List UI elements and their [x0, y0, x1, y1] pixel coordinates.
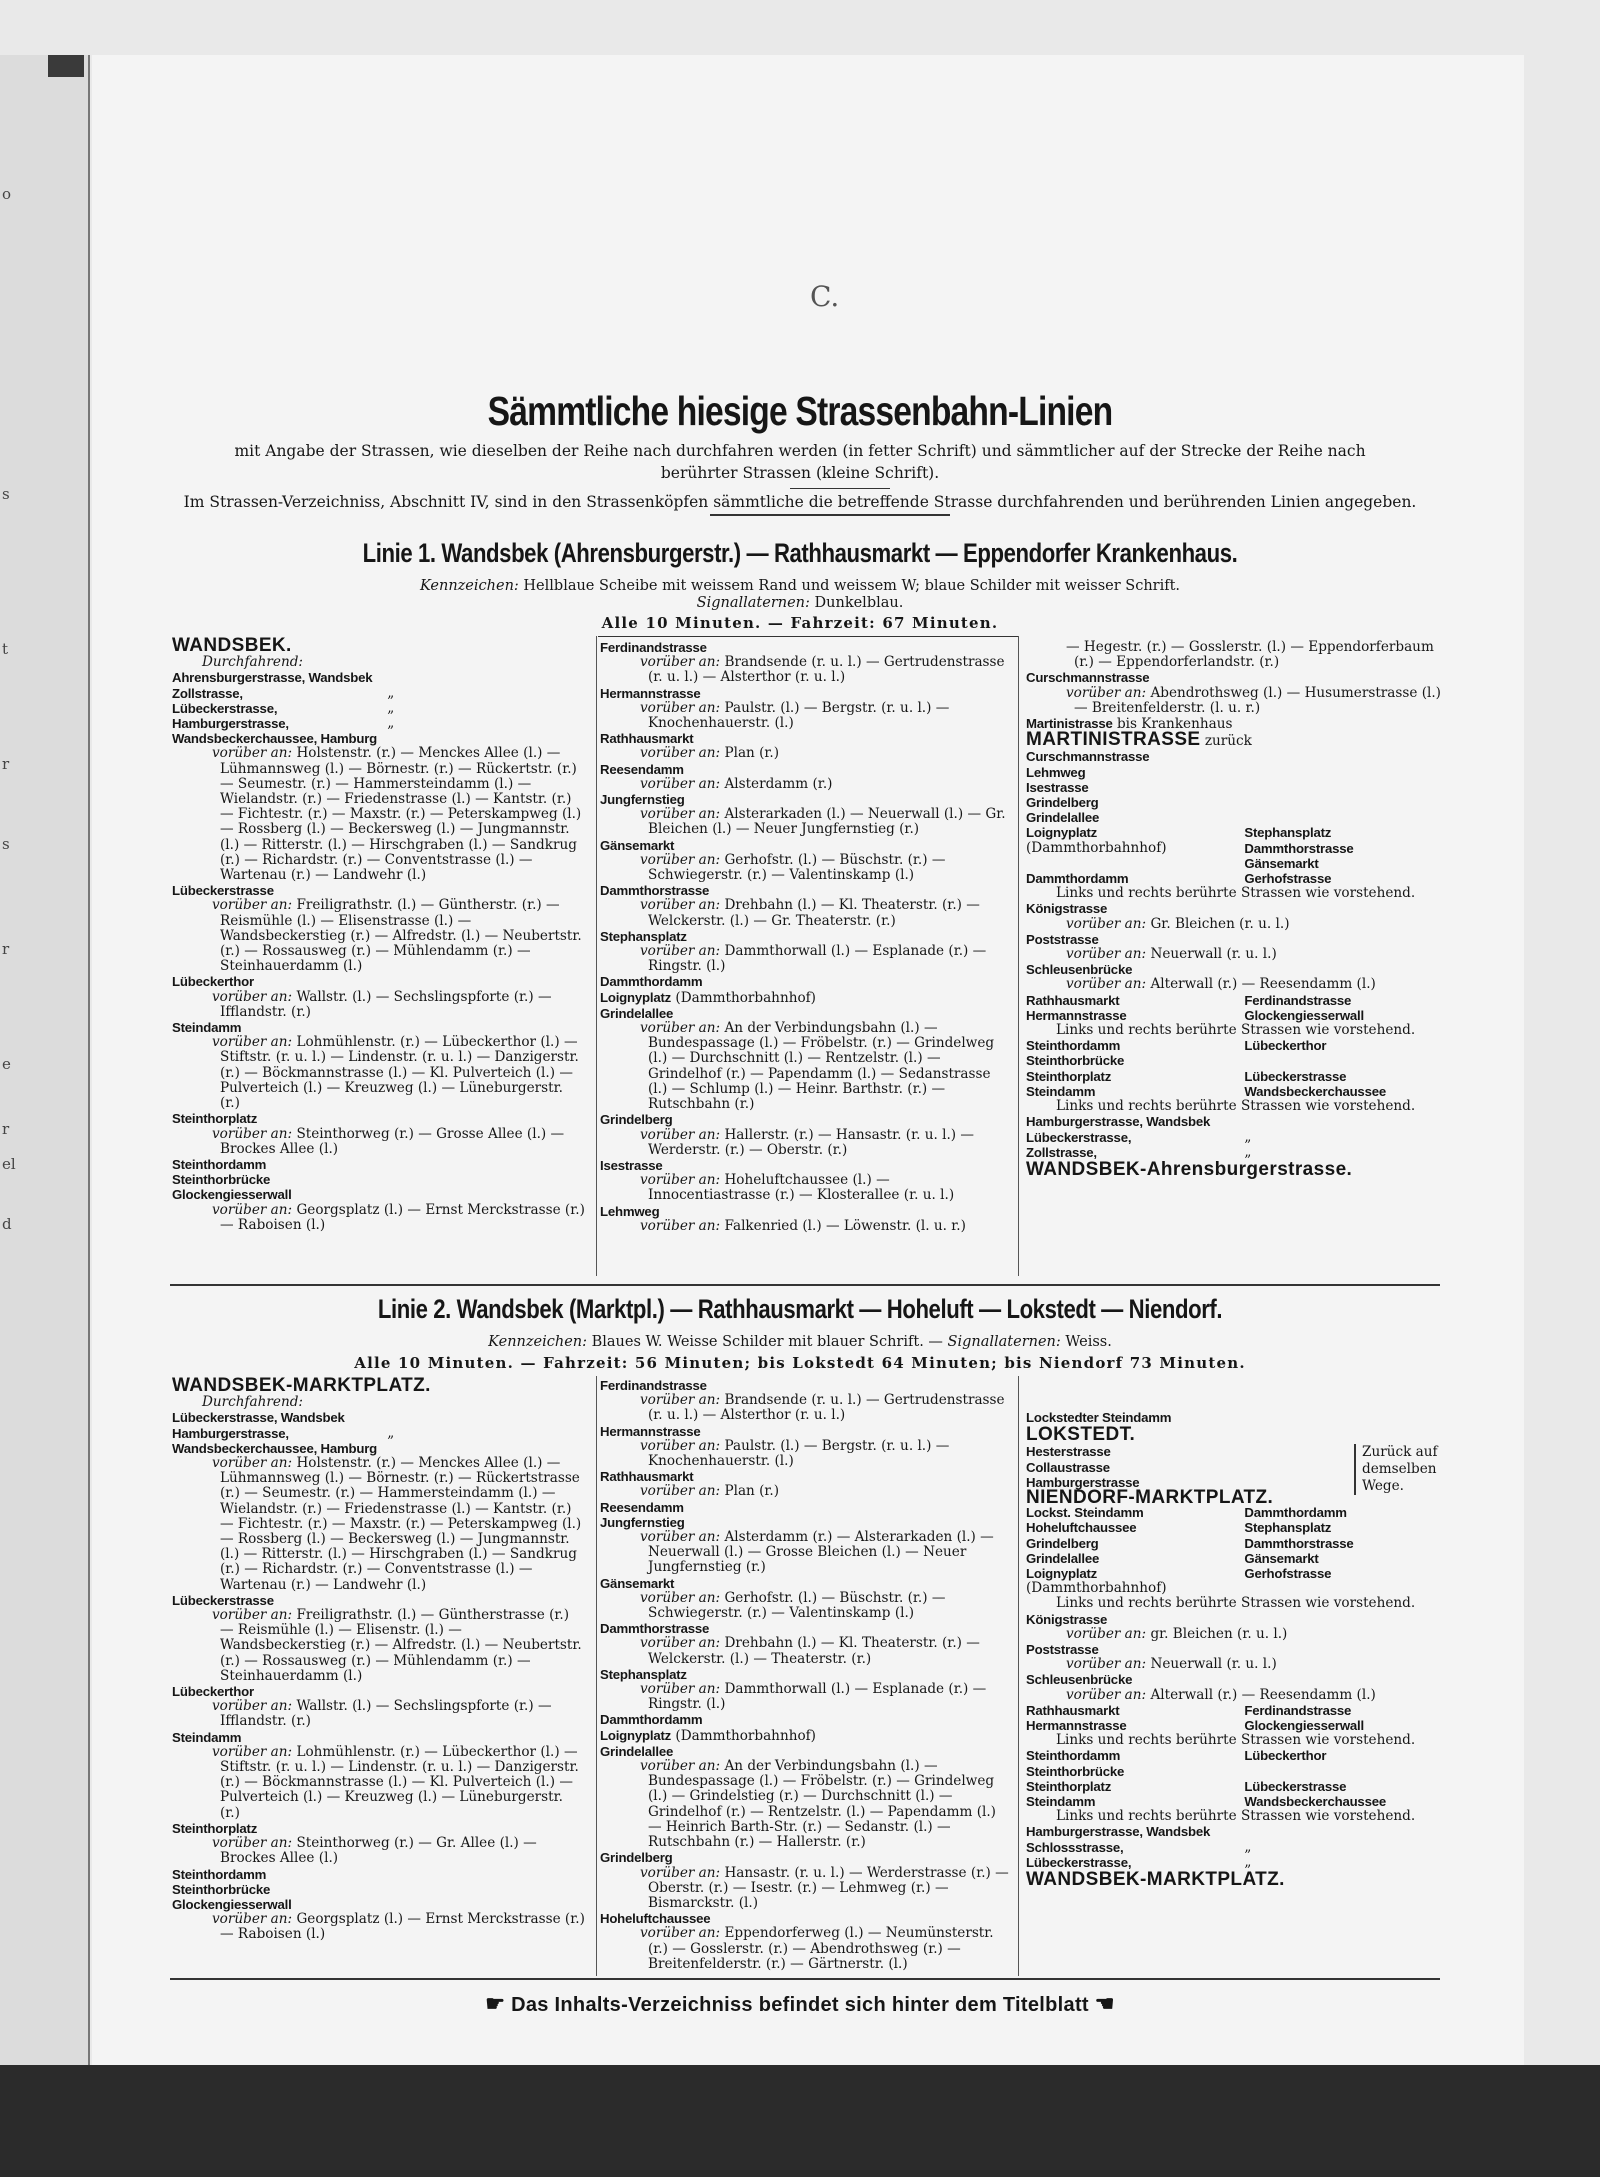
passed-streets: vorüber an: Alterwall (r.) — Reesendamm (l.): [1066, 976, 1376, 993]
street: Grindelberg: [1026, 1535, 1099, 1551]
kennzeichen-label: Kennzeichen:: [419, 578, 519, 594]
street: Loignyplatz: [600, 1727, 672, 1743]
street: Loignyplatz: [1026, 1566, 1098, 1582]
street: Hamburgerstrasse, Wandsbek: [1026, 1824, 1211, 1840]
street: Hermannstrasse: [1026, 1718, 1127, 1734]
street: Grindelberg: [600, 1850, 673, 1866]
intro-line-3: Im Strassen-Verzeichniss, Abschnitt IV, sind in den Strassenköpfen sämmtliche die betreffende Strasse durchfahrenden und berührenden Linien angegeben.: [183, 493, 1417, 511]
street: Lübeckerstrasse: [172, 883, 274, 899]
column-divider: [596, 636, 597, 1276]
street: Rathhausmarkt: [1026, 1702, 1120, 1718]
passed-streets: vorüber an: Neuerwall (r. u. l.): [1066, 1656, 1277, 1673]
back-label: zurück: [1204, 733, 1252, 750]
street: Stephansplatz: [600, 928, 687, 944]
passed-streets: vorüber an: Alterwall (r.) — Reesendamm (l.): [1066, 1686, 1376, 1703]
page-title: Sämmtliche hiesige Strassenbahn-Linien: [487, 388, 1113, 434]
street: Grindelberg: [600, 1112, 673, 1128]
stop-start: WANDSBEK-MARKTPLATZ.: [172, 1375, 431, 1396]
linie-1-column-3: [1026, 640, 1446, 1179]
street: Grindelallee: [600, 1005, 674, 1021]
ditto: „: [1244, 1143, 1252, 1160]
linie-1-frequency: Alle 10 Minuten. — Fahrzeit: 67 Minuten.: [601, 614, 999, 632]
passed-streets: vorüber an: Hoheluftchaussee (l.) — Innocentiastrasse (r.) — Klosterallee (r. u. l.): [640, 1172, 955, 1204]
street: Schleusenbrücke: [1026, 1672, 1133, 1688]
street: Collaustrasse: [1026, 1459, 1110, 1475]
street: Lübeckerstrasse, Wandsbek: [172, 1410, 345, 1426]
binding-tab: [48, 55, 84, 77]
section-rule: [170, 1284, 1440, 1286]
street: Steindamm: [172, 1020, 242, 1036]
note: bis Krankenhaus: [1116, 716, 1233, 733]
street: Dammthordamm: [600, 1712, 703, 1728]
street: Hermannstrasse: [600, 1423, 701, 1439]
street: Lübeckerthor: [172, 1684, 254, 1700]
margin-mark: el: [2, 1155, 16, 1173]
street: Steinthordamm: [1026, 1748, 1121, 1764]
street: Lübeckerstrasse: [1244, 1068, 1347, 1084]
note: (Dammthorbahnhof): [675, 989, 816, 1006]
street: Gänsemarkt: [1244, 1550, 1319, 1566]
street: Hermannstrasse: [1026, 1007, 1127, 1023]
street: Grindelallee: [1026, 810, 1100, 826]
street: Lübeckerthor: [1244, 1038, 1327, 1054]
street: Gerhofstrasse: [1244, 1566, 1332, 1582]
note: Links und rechts berührte Strassen wie vorstehend.: [1056, 1808, 1416, 1825]
passed-streets: vorüber an: Steinthorweg (r.) — Gr. Allee (l.) — Brockes Allee (l.): [212, 1835, 537, 1867]
street: Rathhausmarkt: [600, 1469, 694, 1485]
passed-streets: vorüber an: Paulstr. (l.) — Bergstr. (r. u. l.) — Knochenhauerstr. (l.): [640, 1437, 950, 1470]
passed-streets: vorüber an: Holstenstr. (r.) — Menckes Allee (l.) — Lühmannsweg (l.) — Börnestr. (r.) — Rückertstrasse (r.) — Seumestr. (r.) — Hammersteindamm (l.) — Wielandstr. (r.) — Friedenstrasse (l.) — Kantstr. (r.) — Fichtestr. (r.) — Maxstr. (r.) — Peterskampweg (l.) — Rossberg (l.) — Beckersweg (l.) — Jungmannstr. (l.) — Ritterstr. (l.) — Hirschgraben (l.) — Sandkrug (r.) — Richardstr. (r.) — Conventstrasse (l.) — Wartenau (r.) — Landwehr (l.): [212, 1455, 582, 1593]
note: Links und rechts berührte Strassen wie vorstehend.: [1056, 1595, 1416, 1612]
street: Dammthorstrasse: [1244, 1535, 1354, 1551]
street: Stephansplatz: [1244, 1520, 1332, 1536]
passed-streets: vorüber an: Neuerwall (r. u. l.): [1066, 946, 1277, 963]
linie-1-column-1: [172, 636, 586, 1233]
street: Dammthorstrasse: [1244, 840, 1354, 856]
signal-text: Weiss.: [1065, 1334, 1112, 1350]
passed-streets: vorüber an: Alsterarkaden (l.) — Neuerwall (l.) — Gr. Bleichen (l.) — Neuer Jungfernstieg (r.): [640, 806, 1006, 838]
terminus: WANDSBEK-MARKTPLATZ.: [1026, 1869, 1285, 1891]
column-divider: [1018, 1376, 1019, 1976]
street: Steinthordamm: [172, 1866, 267, 1882]
street: Hesterstrasse: [1026, 1444, 1111, 1460]
note: Links und rechts berührte Strassen wie vorstehend.: [1056, 1732, 1416, 1749]
passed-streets: — Hegestr. (r.) — Gosslerstr. (l.) — Eppendorferbaum (r.) — Eppendorferlandstr. (r.): [1066, 639, 1434, 671]
ditto: „: [1244, 1838, 1252, 1855]
linie-1-column-2: [600, 640, 1012, 1234]
passed-streets: vorüber an: Hansastr. (r. u. l.) — Werderstrasse (r.) — Oberstr. (r.) — Isestr. (r.) — Lehmweg (r.) — Bismarckstr. (l.): [640, 1864, 1009, 1911]
street: Lübeckerstrasse: [172, 1592, 274, 1608]
street: Steindamm: [1026, 1794, 1096, 1810]
passed-streets: vorüber an: Lohmühlenstr. (r.) — Lübeckerthor (l.) — Stiftstr. (r. u. l.) — Lindenstr. (r. u. l.) — Danzigerstr. (r.) — Böckmannstrasse (l.) — Kl. Pulverteich (l.) — Pulverteich (l.) — Kreuzweg (l.) — Lüneburgerstr. (r.): [212, 1743, 579, 1821]
back-label: Zurück auf demselben Wege.: [1354, 1444, 1442, 1495]
terminus: MARTINISTRASSE: [1026, 729, 1201, 751]
street: Isestrasse: [600, 1157, 663, 1173]
street: Dammthorstrasse: [600, 1621, 710, 1637]
street: Dammthordamm: [600, 974, 703, 990]
linie-1-heading: Linie 1. Wandsbek (Ahrensburgerstr.) — Rathhausmarkt — Eppendorfer Krankenhaus.: [362, 538, 1238, 568]
street: Glockengiesserwall: [1244, 1007, 1364, 1023]
street: Wandsbeckerchaussee, Hamburg: [172, 731, 377, 747]
note: Links und rechts berührte Strassen wie vorstehend.: [1056, 1098, 1416, 1115]
intro-line-2: berührter Strassen (kleine Schrift).: [660, 464, 940, 482]
street: Hamburgerstrasse,: [172, 1425, 289, 1441]
street: Lübeckerstrasse,: [1026, 1854, 1132, 1870]
footer-text: Das Inhalts-Verzeichniss befindet sich hinter dem Titelblatt: [511, 1994, 1089, 2016]
street: Jungfernstieg: [600, 1514, 685, 1530]
passed-streets: vorüber an: Dammthorwall (l.) — Esplanade (r.) — Ringstr. (l.): [640, 1681, 987, 1713]
note: (Dammthorbahnhof): [1026, 1580, 1167, 1597]
street: Steindamm: [1026, 1083, 1096, 1099]
passed-streets: vorüber an: Drehbahn (l.) — Kl. Theaterstr. (r.) — Welckerstr. (l.) — Gr. Theaterstr. (r.): [640, 897, 980, 929]
stop-lokstedt: LOKSTEDT.: [1026, 1424, 1136, 1446]
passed-streets: vorüber an: Alsterdamm (r.) — Alsterarkaden (l.) — Neuerwall (l.) — Grosse Bleichen (l.) — Neuer Jungfernstieg (r.): [640, 1529, 994, 1576]
scan-border: [0, 2065, 1600, 2177]
street: Ferdinandstrasse: [600, 640, 707, 655]
direction-label: Durchfahrend:: [202, 654, 303, 671]
terminus: WANDSBEK-Ahrensburgerstrasse.: [1026, 1158, 1353, 1180]
ditto: „: [1244, 1128, 1252, 1145]
margin-mark: r: [2, 755, 10, 773]
stop-start: WANDSBEK.: [172, 635, 292, 656]
street: Curschmannstrasse: [1026, 749, 1150, 765]
margin-mark: r: [2, 1120, 10, 1138]
street: Steinthorbrücke: [172, 1172, 271, 1188]
street: Hoheluftchaussee: [1026, 1520, 1137, 1536]
street: Hoheluftchaussee: [600, 1911, 711, 1927]
passed-streets: vorüber an: Drehbahn (l.) — Kl. Theaterstr. (r.) — Welckerstr. (l.) — Theaterstr. (r.): [640, 1635, 980, 1667]
footer-note: [0, 1991, 1600, 2017]
passed-streets: vorüber an: Alsterdamm (r.): [640, 775, 833, 792]
street: Steinthordamm: [1026, 1038, 1121, 1054]
street: Ferdinandstrasse: [600, 1378, 707, 1393]
rule: [598, 636, 1018, 637]
street: Grindelberg: [1026, 795, 1099, 811]
margin-mark: d: [2, 1215, 12, 1233]
ditto: „: [387, 684, 395, 701]
street: Ferdinandstrasse: [1244, 1702, 1352, 1718]
street: Jungfernstieg: [600, 792, 685, 808]
niendorf-block: [1026, 1444, 1446, 1509]
street: Steinthorbrücke: [172, 1881, 271, 1897]
street: Ahrensburgerstrasse, Wandsbek: [172, 670, 373, 686]
kennzeichen-text: Blaues W. Weisse Schilder mit blauer Schrift. —: [591, 1334, 943, 1350]
street: Steinthorplatz: [1026, 1778, 1112, 1794]
street: Isestrasse: [1026, 779, 1089, 795]
street: Reesendamm: [600, 1499, 684, 1515]
passed-streets: vorüber an: Freiligrathstr. (l.) — Güntherstr. (r.) — Reismühle (l.) — Elisenstrasse (l.) — Wandsbeckerstieg (r.) — Alfredstr. (l.) — Neubertstr. (r.) — Rossausweg (r.) — Mühlendamm (r.) — Steinhauerdamm (l.): [212, 897, 582, 975]
linie-2-column-2: [600, 1378, 1012, 1972]
note: (Dammthorbahnhof): [1026, 839, 1167, 856]
street: Steinthorbrücke: [1026, 1053, 1125, 1069]
street: Lehmweg: [1026, 764, 1086, 780]
margin-mark: o: [2, 185, 12, 203]
passed-streets: vorüber an: Freiligrathstr. (l.) — Güntherstrasse (r.) — Reismühle (l.) — Elisenstr. (l.) — Wandsbeckerstieg (r.) — Alfredstr. (l.) — Neubertstr. (r.) — Rossausweg (r.) — Mühlendamm (r.) — Steinhauerdamm (l.): [212, 1607, 582, 1684]
street: Hamburgerstrasse, Wandsbek: [1026, 1114, 1211, 1130]
street: Glockengiesserwall: [172, 1896, 292, 1912]
passed-streets: vorüber an: Falkenried (l.) — Löwenstr. (l. u. r.): [640, 1217, 966, 1234]
rule: [710, 514, 950, 516]
street: Dammthordamm: [1026, 871, 1129, 887]
street: Grindelallee: [1026, 1550, 1100, 1566]
rule: [790, 488, 890, 489]
street: Dammthordamm: [1244, 1505, 1347, 1521]
street: Poststrasse: [1026, 931, 1099, 947]
street: Dammthorstrasse: [600, 883, 710, 899]
passed-streets: vorüber an: Georgsplatz (l.) — Ernst Merckstrasse (r.) — Raboisen (l.): [212, 1201, 585, 1233]
street: Steinthorbrücke: [1026, 1763, 1125, 1779]
passed-streets: vorüber an: Steinthorweg (r.) — Grosse Allee (l.) — Brockes Allee (l.): [212, 1125, 565, 1157]
street: Königstrasse: [1026, 901, 1108, 917]
margin-mark: s: [2, 485, 10, 503]
street: Reesendamm: [600, 761, 684, 777]
column-divider: [1018, 636, 1019, 1276]
street: Loignyplatz: [600, 989, 672, 1005]
street: Gerhofstrasse: [1244, 871, 1332, 887]
passed-streets: vorüber an: Hallerstr. (r.) — Hansastr. (r. u. l.) — Werderstr. (r.) — Oberstr. (r.): [640, 1126, 975, 1158]
street: Lübeckerthor: [172, 974, 254, 990]
note: Links und rechts berührte Strassen wie vorstehend.: [1056, 1022, 1416, 1039]
terminus: NIENDORF-MARKTPLATZ.: [1026, 1487, 1274, 1509]
street: Hamburgerstrasse,: [172, 716, 289, 732]
street: Gänsemarkt: [1244, 855, 1319, 871]
ditto: „: [387, 715, 395, 732]
linie-2-heading: Linie 2. Wandsbek (Marktpl.) — Rathhausmarkt — Hoheluft — Lokstedt — Niendorf.: [377, 1294, 1223, 1324]
passed-streets: vorüber an: Plan (r.): [640, 745, 780, 762]
passed-streets: vorüber an: Lohmühlenstr. (r.) — Lübeckerthor (l.) — Stiftstr. (r. u. l.) — Lindenstr. (r. u. l.) — Danzigerstr. (r.) — Böckmannstrasse (l.) — Kl. Pulverteich (l.) — Pulverteich (l.) — Kreuzweg (l.) — Lüneburgerstr. (r.): [212, 1034, 579, 1112]
margin-mark: t: [2, 640, 9, 658]
passed-streets: vorüber an: Gerhofstr. (l.) — Büschstr. (r.) — Schwiegerstr. (r.) — Valentinskamp (l.): [640, 1589, 946, 1622]
left-page-edge: [0, 55, 90, 2065]
street: Hamburgerstrasse: [1026, 1474, 1140, 1490]
street: Zollstrasse,: [172, 685, 243, 701]
street: Lehmweg: [600, 1203, 660, 1219]
street: Hermannstrasse: [600, 685, 701, 701]
passed-streets: vorüber an: Eppendorferweg (l.) — Neumünsterstr. (r.) — Gosslerstr. (r.) — Abendrothsweg (r.) — Breitenfelderstr. (r.) — Gärtnerstr. (l.): [640, 1925, 994, 1972]
passed-streets: vorüber an: An der Verbindungsbahn (l.) — Bundespassage (l.) — Fröbelstr. (r.) — Grindelweg (l.) — Durchschnitt (l.) — Rentzelstr. (l.) — Grindelhof (r.) — Papendamm (l.) — Sedanstrasse (l.) — Schlump (l.) — Heinr. Barthstr. (r.) — Rutschbahn (r.): [640, 1020, 995, 1113]
ditto: „: [387, 699, 395, 716]
linie-1-signal: [150, 595, 1450, 612]
street: Schleusenbrücke: [1026, 962, 1133, 978]
street: Steinthorplatz: [1026, 1068, 1112, 1084]
street: Glockengiesserwall: [172, 1187, 292, 1203]
street: Lübeckerstrasse,: [172, 700, 278, 716]
passed-streets: vorüber an: Brandsende (r. u. l.) — Gertrudenstrasse (r. u. l.) — Alsterthor (r. u. l.): [640, 1392, 1005, 1424]
street: Lockst. Steindamm: [1026, 1505, 1144, 1521]
linie-1-kennzeichen: [150, 578, 1450, 595]
passed-streets: vorüber an: An der Verbindungsbahn (l.) — Bundespassage (l.) — Fröbelstr. (r.) — Grindelweg (l.) — Grindelstieg (r.) — Durchschnitt (l.) — Grindelhof (r.) — Rentzelstr. (l.) — Papendamm (l.) — Heinrich Barth-Str. (r.) — Sedanstr. (l.) — Rutschbahn (r.) — Hallerstr. (r.): [640, 1758, 996, 1851]
street: Steinthordamm: [172, 1156, 267, 1172]
street: Gänsemarkt: [600, 1575, 675, 1591]
linie-2-kennzeichen: [150, 1334, 1450, 1351]
direction-label: Durchfahrend:: [202, 1394, 303, 1411]
street: Lübeckerstrasse,: [1026, 1129, 1132, 1145]
street: Lockstedter Steindamm: [1026, 1410, 1172, 1425]
passed-streets: vorüber an: Georgsplatz (l.) — Ernst Merckstrasse (r.) — Raboisen (l.): [212, 1911, 585, 1943]
signal-text: Dunkelblau.: [814, 595, 904, 611]
passed-streets: vorüber an: Dammthorwall (l.) — Esplanade (r.) — Ringstr. (l.): [640, 943, 987, 975]
column-divider: [596, 1376, 597, 1976]
pointing-hand-right-icon: ☛: [485, 1991, 506, 2016]
margin-mark: r: [2, 940, 10, 958]
street: Steindamm: [172, 1729, 242, 1745]
street: Curschmannstrasse: [1026, 670, 1150, 686]
street: Schlossstrasse,: [1026, 1839, 1124, 1855]
passed-streets: vorüber an: gr. Bleichen (r. u. l.): [1066, 1625, 1288, 1642]
street: Loignyplatz: [1026, 825, 1098, 841]
intro-line-1: mit Angabe der Strassen, wie dieselben der Reihe nach durchfahren werden (in fetter Schrift) und sämmtlicher auf der Strecke der Reihe nach: [234, 442, 1366, 460]
street: Martinistrasse: [1026, 716, 1113, 732]
street: Wandsbeckerchaussee: [1244, 1794, 1386, 1810]
street: Steinthorplatz: [172, 1820, 258, 1836]
street: Wandsbeckerchaussee, Hamburg: [172, 1440, 377, 1456]
street: Rathhausmarkt: [1026, 992, 1120, 1008]
street: Königstrasse: [1026, 1611, 1108, 1627]
ditto: „: [387, 1424, 395, 1441]
street: Grindelallee: [600, 1743, 674, 1759]
passed-streets: vorüber an: Brandsende (r. u. l.) — Gertrudenstrasse (r. u. l.) — Alsterthor (r. u. l.): [640, 654, 1005, 686]
ditto: „: [1244, 1853, 1252, 1870]
passed-streets: vorüber an: Holstenstr. (r.) — Menckes Allee (l.) — Lühmannsweg (l.) — Börnestr. (r.) — Rückertstr. (r.) — Seumestr. (r.) — Hammersteindamm (l.) — Wielandstr. (r.) — Friedenstrasse (l.) — Kantstr. (r.) — Fichtestr. (r.) — Maxstr. (r.) — Peterskampweg (l.) — Rossberg (l.) — Beckersweg (l.) — Jungmannstr. (l.) — Ritterstr. (l.) — Hirschgraben (l.) — Sandkrug (r.) — Richardstr. (r.) — Conventstrasse (l.) — Wartenau (r.) — Landwehr (l.): [212, 745, 582, 884]
street: Lübeckerstrasse: [1244, 1778, 1347, 1794]
passed-streets: vorüber an: Paulstr. (l.) — Bergstr. (r. u. l.) — Knochenhauerstr. (l.): [640, 699, 950, 732]
passed-streets: vorüber an: Gerhofstr. (l.) — Büschstr. (r.) — Schwiegerstr. (r.) — Valentinskamp (l.): [640, 851, 946, 884]
passed-streets: vorüber an: Abendrothsweg (l.) — Husumerstrasse (l.) — Breitenfelderstr. (l. u. r.): [1066, 684, 1441, 716]
passed-streets: vorüber an: Wallstr. (l.) — Sechslingspforte (r.) — Ifflandstr. (r.): [212, 1698, 552, 1730]
street: Rathhausmarkt: [600, 731, 694, 747]
passed-streets: vorüber an: Gr. Bleichen (r. u. l.): [1066, 915, 1290, 932]
linie-2-frequency: Alle 10 Minuten. — Fahrzeit: 56 Minuten; bis Lokstedt 64 Minuten; bis Niendorf 73 Minuten.: [354, 1354, 1246, 1372]
pointing-hand-left-icon: ☚: [1094, 1991, 1115, 2016]
signal-label: Signallaternen:: [696, 595, 810, 611]
linie-2-column-1: [172, 1376, 586, 1943]
street: Lübeckerthor: [1244, 1748, 1327, 1764]
street: Stephansplatz: [600, 1666, 687, 1682]
street: Steinthorplatz: [172, 1111, 258, 1127]
kennzeichen-text: Hellblaue Scheibe mit weissem Rand und weissem W; blaue Schilder mit weisser Schrift.: [523, 578, 1181, 594]
signal-label: Signallaternen:: [947, 1334, 1061, 1350]
street: Poststrasse: [1026, 1642, 1099, 1658]
street: Wandsbeckerchaussee: [1244, 1083, 1386, 1099]
kennzeichen-label: Kennzeichen:: [488, 1334, 587, 1350]
passed-streets: vorüber an: Wallstr. (l.) — Sechslingspforte (r.) — Ifflandstr. (r.): [212, 988, 552, 1020]
street: Glockengiesserwall: [1244, 1718, 1364, 1734]
street: Ferdinandstrasse: [1244, 992, 1352, 1008]
passed-streets: vorüber an: Plan (r.): [640, 1483, 780, 1500]
linie-2-column-3: [1026, 1410, 1446, 1889]
street: Zollstrasse,: [1026, 1144, 1097, 1160]
note: (Dammthorbahnhof): [675, 1727, 816, 1744]
note: Links und rechts berührte Strassen wie vorstehend.: [1056, 885, 1416, 902]
margin-mark: s: [2, 835, 10, 853]
street: Stephansplatz: [1244, 825, 1332, 841]
section-rule: [170, 1978, 1440, 1980]
margin-mark: e: [2, 1055, 11, 1073]
page-marker: C.: [810, 280, 840, 313]
street: Gänsemarkt: [600, 837, 675, 853]
